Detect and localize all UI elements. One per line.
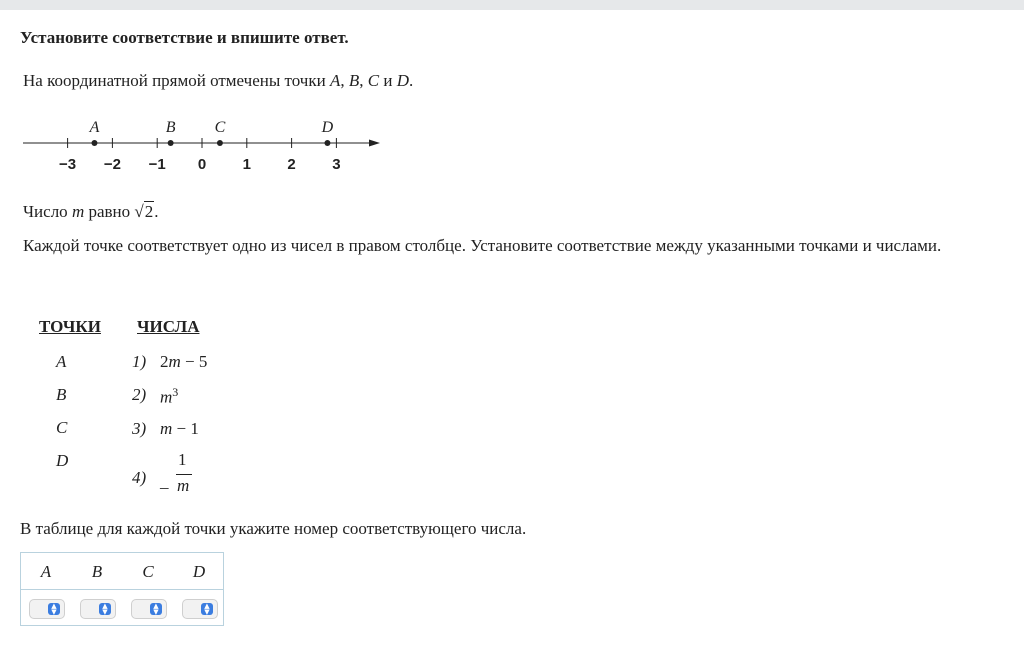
fraction-numerator: 1 [178, 450, 187, 469]
intro-label: На координатной прямой отмечены точки [23, 71, 326, 90]
option-4-fraction [160, 450, 194, 498]
option-number: 3) [132, 419, 147, 438]
intro-sep: , [359, 71, 364, 90]
fraction-bar [176, 474, 192, 475]
select-arrows-icon: ▲ ▼ [99, 603, 111, 615]
point-label: D [56, 451, 69, 470]
number-line-tick-label: 2 [287, 156, 296, 173]
answer-col-header-b: B [91, 562, 103, 581]
number-line-tick-label: −1 [148, 156, 166, 173]
answer-select-a[interactable] [29, 599, 65, 619]
number-line [20, 112, 390, 176]
number-line-point-label: D [321, 119, 334, 136]
number-line-tick-label: −3 [59, 156, 77, 173]
point-label: C [56, 418, 68, 437]
number-line-point-label: A [89, 119, 100, 136]
select-arrows-icon: ▲ ▼ [48, 603, 60, 615]
number-line-point [324, 140, 330, 146]
number-line-arrow [369, 140, 380, 147]
instruction-paragraph: Каждой точке соответствует одно из чисел в правом столбце. Установите соответствие между указанными точками и числами. [23, 236, 942, 255]
opt2-base: m [160, 387, 173, 407]
number-line-point [217, 140, 223, 146]
points-header: ТОЧКИ [39, 317, 101, 336]
answer-select-c[interactable] [131, 599, 167, 619]
answer-col-header-c: C [142, 562, 154, 581]
m-variable: m [71, 202, 85, 221]
option-3-expression [160, 419, 199, 439]
point-label: A [56, 352, 67, 371]
opt1-var: m [168, 352, 181, 371]
point-label: B [56, 385, 67, 404]
answer-select-d[interactable] [182, 599, 218, 619]
intro-end: . [408, 71, 414, 90]
answer-table [20, 552, 224, 626]
intro-conj: и [383, 71, 393, 90]
numbers-header: ЧИСЛА [137, 317, 200, 336]
intro-point-d: D [396, 71, 409, 90]
number-line-point [168, 140, 174, 146]
number-line-tick-label: 3 [332, 156, 341, 173]
answer-table-divider [21, 589, 223, 590]
number-line-point-label: C [214, 119, 226, 136]
number-line-tick-label: 1 [242, 156, 251, 173]
option-2-expression [160, 385, 178, 408]
answer-col-header-a: A [40, 562, 52, 581]
number-line-tick-label: −2 [103, 156, 121, 173]
select-arrows-icon: ▲ ▼ [201, 603, 213, 615]
number-line-tick-label: 0 [197, 156, 207, 173]
intro-point-b: B [348, 71, 360, 90]
opt3-rest: − 1 [172, 419, 199, 438]
option-number: 1) [132, 352, 147, 371]
answer-select-b[interactable] [80, 599, 116, 619]
m-def-prefix: Число [23, 202, 68, 221]
m-definition [23, 202, 158, 222]
opt1-rest: − 5 [180, 352, 208, 371]
answer-col-header-d: D [192, 562, 206, 581]
intro-text [23, 71, 413, 91]
m-def-end: . [154, 202, 159, 221]
sqrt-expression: √2 [134, 202, 154, 221]
opt3-var: m [160, 419, 173, 438]
select-arrows-icon: ▲ ▼ [150, 603, 162, 615]
option-number: 4) [132, 468, 147, 487]
sqrt-radicand: 2 [144, 202, 154, 221]
m-def-mid: равно [88, 202, 131, 221]
fraction-minus: _ [160, 472, 169, 491]
task-title: Установите соответствие и впишите ответ. [20, 28, 349, 47]
table-instruction: В таблице для каждой точки укажите номер соответствующего числа. [20, 519, 527, 538]
number-line-point [91, 140, 97, 146]
intro-point-a: A [329, 71, 341, 90]
intro-sep: , [340, 71, 345, 90]
option-1-expression [160, 352, 207, 372]
number-line-point-label: B [165, 119, 176, 136]
option-number: 2) [132, 385, 147, 404]
top-bar [0, 0, 1024, 10]
fraction-denominator: m [177, 476, 190, 495]
opt2-exponent: 3 [172, 385, 179, 399]
intro-point-c: C [367, 71, 380, 90]
opt1-coef: 2 [160, 352, 169, 371]
